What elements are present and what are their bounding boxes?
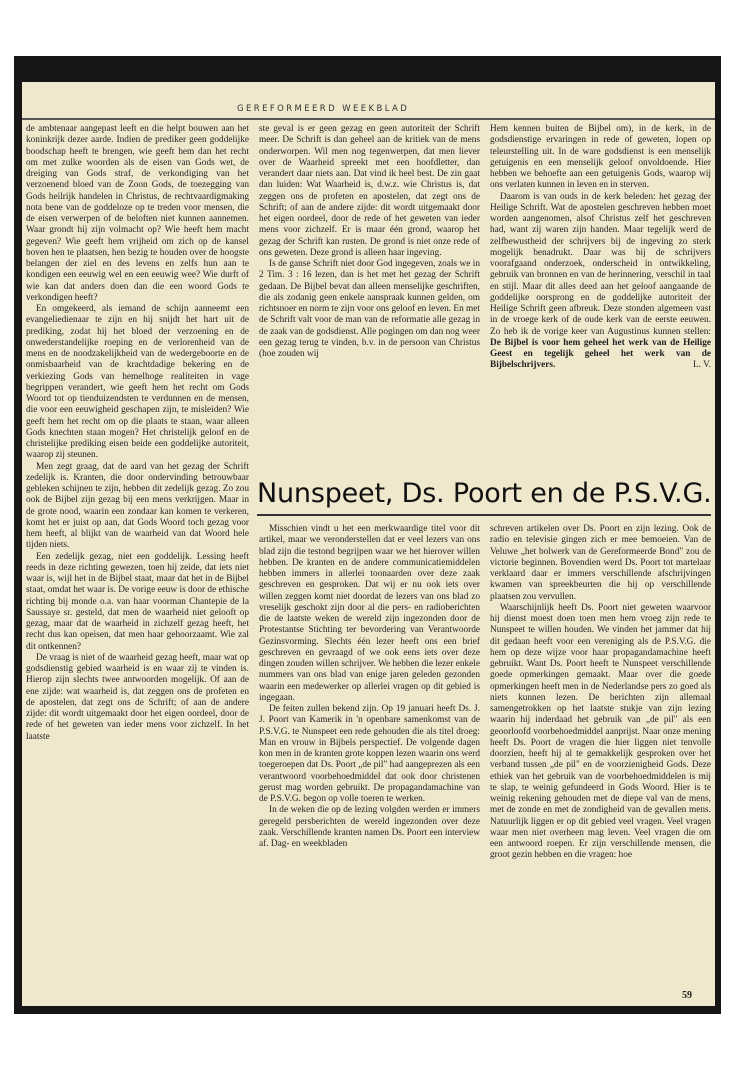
paragraph: Men zegt graag, dat de aard van het gezag der Schrift zedelijk is. Kranten, die door ondervinding betrouwbaar gebleken schijnen te zijn, hebben dit zedelijk gezag. Zo zou ook de Bijbel zijn gezag bij een mens verkrijgen. Maar in de grote nood, waarin een zondaar kan komen te verkeren, komt het er juist op aan, dat Gods Woord toch gezag voor hem heeft, al blijkt van de waarheid van dat Woord hele tijden niets. <box>26 461 249 551</box>
title-rule <box>257 514 711 516</box>
header-rule <box>22 118 715 120</box>
paragraph: De vraag is niet of de waarheid gezag heeft, maar wat op godsdienstig gebied waarheid is en waar zij te vinden is. Hierop zijn slechts twee antwoorden mogelijk. Of aan de ene zijde: wat waarheid is, dat zeggen ons de profeten en de apostelen, dat zegt ons de Schrift; of aan de andere zijde: dit wordt uitgemaakt door het eigen oordeel, door de rede of het geweten van ieder mens voor zichzelf. In het laatste <box>26 652 249 742</box>
paragraph: Een zedelijk gezag, niet een goddelijk. Lessing heeft reeds in deze richting gewezen, toen hij zeide, dat iets niet waar is, wijl het in de Bijbel staat, maar dat het in de Bijbel staat, omdat het waar is. De vorige eeuw is door de ethische richting bij monde o.a. van haar voorman Chantepie de la Saussaye sr. gesteld, dat men de waarheid niet gelooft op gezag, maar dat de waarheid in zichzelf gezag heeft, het recht dus kan opeisen, dat men haar gehoorzaamt. Wie zal dit ontkennen? <box>26 551 249 652</box>
paragraph: In de weken die op de lezing volgden werden er immers geregeld persberichten de wereld ingezonden over deze zaak. Verschillende kranten namen Ds. Poort een interview af. Dag- en weekbladen <box>259 805 480 849</box>
paragraph: ste geval is er geen gezag en geen autoriteit der Schrift meer. De Schrift is dan geheel aan de kritiek van de mens onderworpen. Wil men nog tegenwerpen, dat men liever over de Waarheid spreekt met een hoofdletter, dan verandert daar niets aan. Dat vind ik heel best. De zin gaat dan luiden: Wat Waarheid is, d.w.z. wie Christus is, dat zeggen ons de profeten en apostelen, dat zegt ons de Schrift; of aan de andere zijde: dit wordt uitgemaakt door het eigen oordeel, door de rede of het geweten van ieder mens voor zichzelf. Er is maar één grond, waarop het gezag der Schrift kan rusten. De grond is niet onze rede of ons geweten. Deze grond is alleen haar ingeving. <box>259 124 480 258</box>
magazine-page <box>22 82 715 1006</box>
paragraph-text: Daarom is van ouds in de kerk beleden: het gezag der Heilige Schrift. Wat de apostelen geschreven hebben moet worden aangenomen, alsof Christus zelf het geschreven had, want zij waren zijn handen. Maar tegelijk werd de zelfbewustheid der schrijvers bij de ingeving zo sterk mogelijk benadrukt. Daar was bij de schrijvers voorafgaand onderzoek, onderscheid in ontwikkeling, gebruik van bronnen en van de herinnering, verschil in taal en stijl. Maar dit alles deed aan het geloof aangaande de goddelijke oorsprong en de goddelijke autoriteit der Heilige Schrift geen afbreuk. Deze stonden algemeen vast in de vroege kerk of de oude kerk van de eerste eeuwen. Zo heb ik de vorige keer van Augustinus kunnen stellen: <box>490 191 711 337</box>
paragraph: Is de ganse Schrift niet door God ingegeven, zoals we in 2 Tim. 3 : 16 lezen, dan is het met het gezag der Schrift gedaan. De Bijbel bevat dan alleen menselijke geschriften, die als zodanig geen enkele aanspraak kunnen gelden, om richtsnoer en norm te zijn voor ons geloof en leven. En met de Schrift valt voor de man van de reformatie alle gezag in de zaak van de godsdienst. Alle pogingen om dan nog weer een gezag terug te vinden, b.v. in de persoon van Christus (hoe zouden wij <box>259 259 480 359</box>
article-title: Nunspeet, Ds. Poort en de P.S.V.G. <box>257 478 712 509</box>
column-1 <box>26 124 249 743</box>
paragraph: Hem kennen buiten de Bijbel om), in de kerk, in de godsdienstige ervaringen in rede of geweten, lopen op teleurstelling uit. In de ware godsdienst is een menselijk getuigenis en een menselijk geloof onvoldoende. Hier hebben we behoefte aan een getuigenis Gods, waarop wij ons verlaten kunnen in leven en in sterven. <box>490 124 711 191</box>
paragraph: Waarschijnlijk heeft Ds. Poort niet geweten waarvoor hij dienst moest doen toen men hem vroeg zijn rede te Nunspeet te willen houden. We vinden het jammer dat hij dit gedaan heeft voor een vereniging als de P.S.V.G. die hem op deze wijze voor haar propagandamachine heeft gebruikt. Want Ds. Poort heeft te Nunspeet verschillende goede opmerkingen gemaakt. Maar over die goede opmerkingen heeft men in de Nederlandse pers zo goed als niets kunnen lezen. De berichten zijn allemaal samengetrokken op het laatste stukje van zijn lezing waarin hij inderdaad het gebruik van „de pil" als een geoorloofd voorbehoedmiddel aanprijst. Naar onze mening heeft Ds. Poort de vragen die hier liggen niet tenvolle doorzien, heeft hij al te gemakkelijk gesproken over het verband tussen „de pil" en de voorzienigheid Gods. Deze ethiek van het gebruik van de voorbehoedmiddelen is mij te slap, te weinig gefundeerd in Gods Woord. Hier is te weinig rekening gehouden met de diepe val van de mens, met de zonde en met de zondigheid van de gevallen mens. Natuurlijk liggen er op dit gebied veel vragen. Veel vragen waar men niet overheen mag leven. Veel vragen die om een antwoord roepen. Er zijn verschillende mensen, die groot gezin hebben en die vragen: hoe <box>490 602 711 861</box>
article-column-left <box>259 524 480 850</box>
paragraph: En omgekeerd, als iemand de schijn aanneemt een evangeliedienaar te zijn en hij snijdt het hart uit de prediking, zodat hij het bloed der verzoening en de onwederstandelijke roeping en de verlorenheid van de mens en de noodzakelijkheid van de wedergeboorte en de onmisbaarheid van de krachtdadige bekering en de verkiezing Gods van hemelhoge realiteiten in vage begrippen verandert, wie geeft hem het recht om Gods Woord tot op tienduizendsten te verdunnen en de mensen, die voor een eeuwigheid geschapen zijn, te misleiden? Wie geeft hem het recht om op die plaats te staan, waar alleen Gods knechten staan mogen? Het christelijk geloof en de christelijke prediking eisen beide een goddelijke autoriteit, waarop zij steunen. <box>26 304 249 461</box>
article-column-right <box>490 524 711 862</box>
column-2 <box>259 124 480 360</box>
page-number: 59 <box>682 990 692 1001</box>
running-header: GEREFORMEERD WEEKBLAD <box>237 104 410 114</box>
paragraph <box>490 192 711 372</box>
paragraph: schreven artikelen over Ds. Poort en zijn lezing. Ook de radio en televisie gingen zich er mee bemoeien. Van de Veluwe „het bolwerk van de Gereformeerde Bond" zou de victorie beginnen. Bovendien werd Ds. Poort tot martelaar verklaard daar er immers verschillende afschrijvingen kwamen van spreekbeurten die hij op verschillende plaatsen zou vervullen. <box>490 524 711 602</box>
paragraph: de ambtenaar aangepast leeft en die helpt bouwen aan het koninkrijk dezer aarde. Indien de prediker geen goddelijke boodschap heeft te brengen, wie geeft hem dan het recht om met zulke woorden als de eisen van Gods wet, de dreiging van Gods straf, de verkondiging van het verzoenend bloed van de Zoon Gods, de toezegging van Gods heilrijk handelen in Christus, de rechtvaardigmaking nota bene van de goddeloze op te treden voor mensen, die de eisen verwerpen of de beloften niet kunnen aannemen. Waar grondt hij zijn volmacht op? Wie heeft hem macht gegeven? Wie geeft hem vrijheid om zich op de kansel boven hen te plaatsen, hen bezig te houden over de hoogste belangen der ziel en des levens en zelfs hun aan te kondigen een eeuwig wel en een eeuwig wee? Wie durft of wie kan dat anders doen dan die een woord Gods te verkondigen heeft? <box>26 124 249 303</box>
paragraph: De feiten zullen bekend zijn. Op 19 januari heeft Ds. J. J. Poort van Kamerik in 'n openbare samenkomst van de P.S.V.G. te Nunspeet een rede gehouden die als titel droeg: Man en vrouw in Bijbels perspectief. De volgende dagen kon men in de kranten grote koppen lezen waarin ons werd toegeroepen dat Ds. Poort „de pil" had aangeprezen als een verantwoord voorbehoedmiddel dat ook door christenen gerust mag worden gebruikt. De propagandamachine van de P.S.V.G. begon op volle toeren te werken. <box>259 704 480 804</box>
author-signature: L. V. <box>693 360 711 371</box>
column-3 <box>490 124 711 372</box>
paragraph: Misschien vindt u het een merkwaardige titel voor dit artikel, maar we veronderstellen dat er veel lezers van ons blad zijn die testond begrijpen waar we het hierover willen hebben. De kranten en de andere communicatiemiddelen hebben immers in allerlei toonaarden over deze zaak geschreven en gesproken. Dat wij er nu ook iets over willen zeggen komt niet doordat de lezers van ons blad zo vreselijk geschokt zijn door al die pers- en radioberichten die de laatste weken de wereld zijn ingezonden door de Protestantse Stichting ter bevordering van Verantwoorde Gezinsvorming. Slechts één lezer heeft ons een brief geschreven en gevraagd of we ook eens iets over deze dingen zouden willen schrijver. We hebben die lezer enkele nummers van ons blad van enige jaren geleden gezonden waarin een medewerker op allerlei vragen op dit gebied is ingegaan. <box>259 524 480 703</box>
bold-conclusion: De Bijbel is voor hem geheel het werk van de Heilige Geest en tegelijk geheel het werk van de Bijbelschrijvers. <box>490 337 711 371</box>
